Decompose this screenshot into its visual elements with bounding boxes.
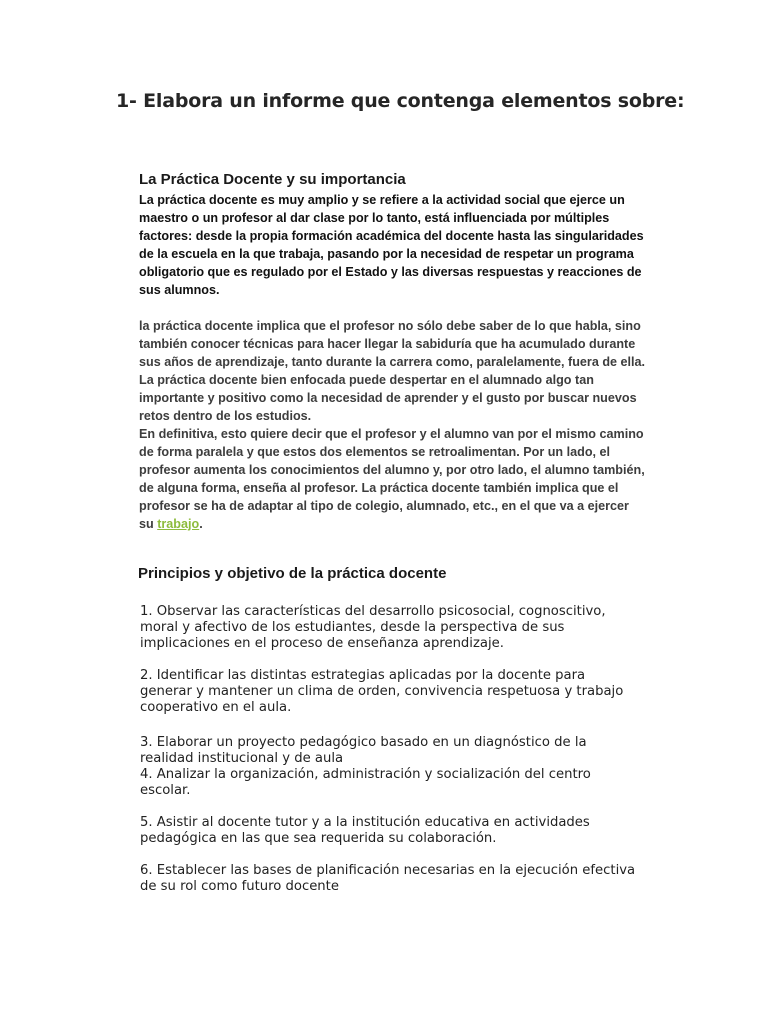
- text-line: pedagógica en las que sea requerida su colaboración.: [140, 831, 497, 846]
- text-line: moral y afectivo de los estudiantes, desde la perspectiva de sus: [140, 620, 565, 635]
- text-line: de su rol como futuro docente: [140, 879, 339, 894]
- list-item: [140, 815, 590, 847]
- text-span: su: [139, 517, 158, 531]
- list-item: [140, 735, 591, 799]
- text-span: .: [199, 517, 203, 531]
- list-item: [140, 604, 606, 652]
- body-paragraph: [139, 317, 645, 533]
- list-item: [140, 668, 623, 716]
- text-line: realidad institucional y de aula: [140, 751, 344, 766]
- text-line: 4. Analizar la organización, administración y socialización del centro: [140, 767, 591, 782]
- emphasis-text: docente: [209, 193, 258, 207]
- text-line: cooperativo en el aula.: [140, 700, 292, 715]
- page-title: 1- Elabora un informe que contenga elementos sobre:: [116, 90, 685, 112]
- text-line: [139, 515, 645, 533]
- text-line: retos dentro de los estudios.: [139, 409, 312, 423]
- text-line: factores: desde la propia formación académica del docente hasta las singularidades: [139, 229, 644, 243]
- text-line: obligatorio que es regulado por el Estado y las diversas respuestas y reacciones de: [139, 265, 642, 279]
- text-line: sus alumnos.: [139, 283, 220, 297]
- text-line: la práctica docente implica que el profesor no sólo debe saber de lo que habla, sino: [139, 319, 641, 333]
- text-line: de la escuela en la que trabaja, pasando por la necesidad de respetar un programa: [139, 247, 634, 261]
- text-line: 1. Observar las características del desarrollo psicosocial, cognoscitivo,: [140, 604, 606, 619]
- text-line: profesor se ha de adaptar al tipo de colegio, alumnado, etc., en el que va a ejercer: [139, 499, 629, 513]
- text-line: importante y positivo como la necesidad de aprender y el gusto por buscar nuevos: [139, 391, 637, 405]
- trabajo-link[interactable]: trabajo: [157, 517, 200, 531]
- text-line: La práctica docente bien enfocada puede despertar en el alumnado algo tan: [139, 373, 594, 387]
- text-line: 2. Identificar las distintas estrategias aplicadas por la docente para: [140, 668, 586, 683]
- text-line: escolar.: [140, 783, 191, 798]
- text-line: En definitiva, esto quiere decir que el profesor y el alumno van por el mismo camino: [139, 427, 644, 441]
- text-line: de alguna forma, enseña al profesor. La práctica docente también implica que el: [139, 481, 619, 495]
- text-line: 6. Establecer las bases de planificación necesarias en la ejecución efectiva: [140, 863, 636, 878]
- text-span: es muy amplio y se refiere a la actividad social que ejerce un: [257, 193, 625, 207]
- text-line: profesor aumenta los conocimientos del alumno y, por otro lado, el alumno también,: [139, 463, 645, 477]
- list-item: [140, 863, 635, 895]
- text-line: implicaciones en el proceso de enseñanza aprendizaje.: [140, 636, 504, 651]
- text-line: generar y mantener un clima de orden, convivencia respetuosa y trabajo: [140, 684, 624, 699]
- text-line: 5. Asistir al docente tutor y a la institución educativa en actividades: [140, 815, 590, 830]
- text-line: de forma paralela y que estos dos elementos se retroalimentan. Por un lado, el: [139, 445, 611, 459]
- text-line: 3. Elaborar un proyecto pedagógico basado en un diagnóstico de la: [140, 735, 587, 750]
- text-line: también conocer técnicas para hacer llegar la sabiduría que ha acumulado durante: [139, 337, 636, 351]
- section-title-practica-docente: La Práctica Docente y su importancia: [139, 171, 406, 188]
- text-line: [139, 191, 644, 209]
- intro-paragraph: [139, 191, 644, 299]
- text-line: maestro o un profesor al dar clase por lo tanto, está influenciada por múltiples: [139, 211, 610, 225]
- section-title-principios: Principios y objetivo de la práctica docente: [138, 565, 447, 582]
- text-span: La práctica: [139, 193, 209, 207]
- text-line: sus años de aprendizaje, tanto durante la carrera como, paralelamente, fuera de ella.: [139, 355, 646, 369]
